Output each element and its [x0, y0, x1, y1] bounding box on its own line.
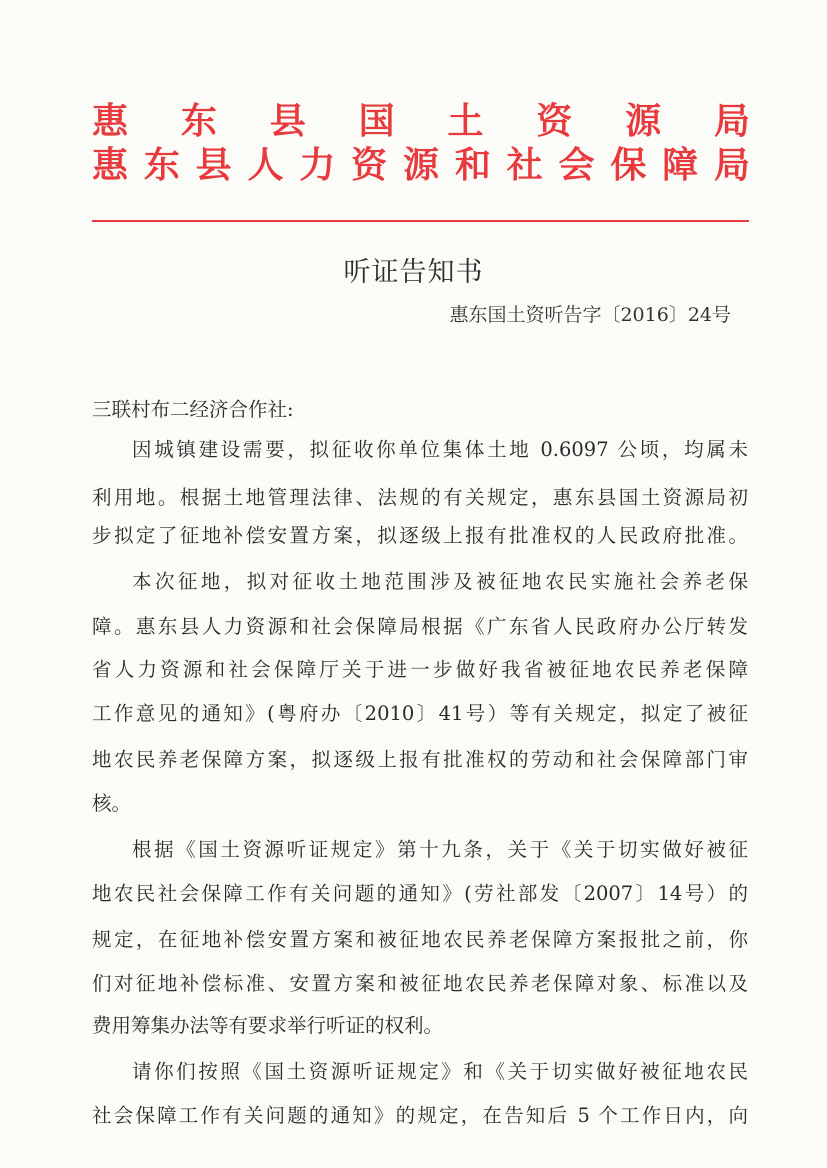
paragraph-3-line-4: 们对征地补偿标准、安置方案和被征地农民养老保障对象、标准以及 [92, 972, 748, 995]
paragraph-3-line-2: 地农民社会保障工作有关问题的通知》(劳社部发〔2007〕14号）的 [92, 882, 748, 905]
paragraph-2-line-1: 本次征地，拟对征收土地范围涉及被征地农民实施社会养老保 [132, 570, 748, 593]
paragraph-1-line-1: 因城镇建设需要，拟征收你单位集体土地 0.6097 公顷，均属未 [132, 438, 748, 461]
paragraph-2-line-4: 工作意见的通知》(粤府办〔2010〕41号）等有关规定，拟定了被征 [92, 702, 748, 725]
letterhead-line-2: 惠东县人力资源和社会保障局 [92, 145, 750, 186]
letterhead-divider [92, 220, 749, 222]
paragraph-4-line-1: 请你们按照《国土资源听证规定》和《关于切实做好被征地农民 [132, 1060, 748, 1083]
paragraph-4-line-2: 社会保障工作有关问题的通知》的规定，在告知后 5 个工作日内，向 [92, 1104, 748, 1127]
paragraph-1-line-2: 利用地。根据土地管理法律、法规的有关规定，惠东县国土资源局初 [92, 486, 748, 509]
paragraph-3-line-3: 规定，在征地补偿安置方案和被征地农民养老保障方案报批之前，你 [92, 928, 748, 951]
paragraph-2-line-6: 核。 [92, 792, 132, 815]
paragraph-2-line-2: 障。惠东县人力资源和社会保障局根据《广东省人民政府办公厅转发 [92, 615, 748, 638]
paragraph-3-line-5: 费用筹集办法等有要求举行听证的权利。 [92, 1014, 444, 1037]
document-number: 惠东国土资听告字〔2016〕24号 [449, 304, 731, 326]
letterhead-line-1: 惠 东 县 国 土 资 源 局 [92, 101, 750, 142]
paragraph-2-line-3: 省人力资源和社会保障厅关于进一步做好我省被征地农民养老保障 [92, 658, 748, 681]
paragraph-3-line-1: 根据《国土资源听证规定》第十九条，关于《关于切实做好被征 [132, 838, 748, 861]
document-title: 听证告知书 [343, 257, 484, 288]
paragraph-1-line-3: 步拟定了征地补偿安置方案，拟逐级上报有批准权的人民政府批准。 [92, 524, 748, 547]
paragraph-2-line-5: 地农民养老保障方案，拟逐级上报有批准权的劳动和社会保障部门审 [92, 748, 748, 771]
addressee: 三联村布二经济合作社: [92, 398, 294, 421]
